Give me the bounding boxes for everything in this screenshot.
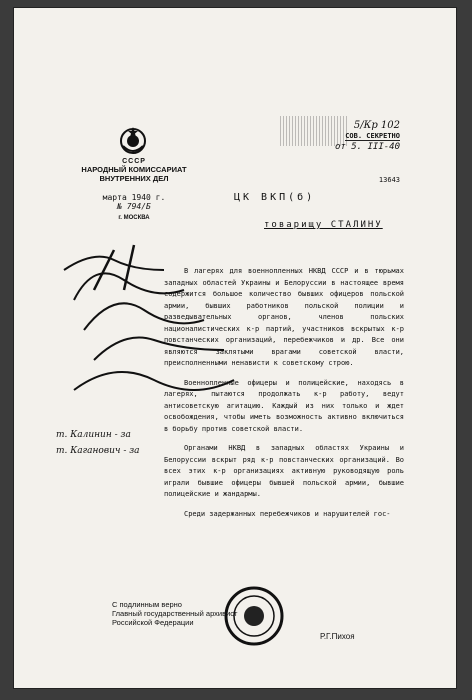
agency-name-line1: НАРОДНЫЙ КОМИССАРИАТ — [81, 165, 187, 174]
body-paragraph: В лагерях для военнопленных НКВД СССР и в тюрьмах западных областей Украины и Белоруссии в настоящее время содержится большое количество бывших офицеров польской армии, бывших работников польской полиции и разведывательных органов, членов польских националистических к-р партий, участников вскрытых к-р повстанческих организаций, перебежчиков и др. Все они являются заклятыми врагами советской власти, преисполненными ненависти к советскому строю. — [164, 267, 404, 367]
secret-date: от 5. III-40 — [334, 142, 400, 152]
document-number: № 794/Б — [117, 202, 151, 211]
signatory-name: Р.Г.Пихоя — [320, 632, 355, 641]
agency-name-line2: ВНУТРЕННИХ ДЕЛ — [99, 174, 169, 183]
body-paragraph: Органами НКВД в западных областях Украины и Белоруссии вскрыт ряд к-р повстанческих организаций. Во всех этих к-р организациях активную руководящую роль играли бывшие офицеры бывшей польской армии, бывшие полицейские и жандармы. — [164, 444, 404, 498]
date-year: 1940 г. — [131, 193, 166, 202]
date-month: марта — [102, 193, 127, 202]
reference-number: 13643 — [378, 176, 400, 184]
margin-note-kaganovich: т. Каганович - за — [56, 446, 140, 456]
certification-block — [112, 600, 242, 627]
body-paragraph: Среди задержанных перебежчиков и нарушителей гос- — [184, 509, 391, 518]
letterhead — [54, 158, 214, 221]
body-paragraph: Военнопленные офицеры и полицейские, находясь в лагерях, пытаются продолжать к-р работу, ведут антисоветскую агитацию. Каждый из них только и ждет освобождения, чтобы иметь возможность активно включиться в борьбу против советской власти. — [164, 378, 404, 433]
document-page — [14, 8, 456, 688]
addressee: ЦК ВКП(б) — [234, 192, 316, 203]
secret-stamp: СОВ. СЕКРЕТНО — [345, 132, 400, 140]
ussr-emblem-icon — [118, 126, 148, 156]
salutation: товарищу СТАЛИНУ — [264, 220, 383, 230]
city-label: г. МОСКВА — [118, 215, 150, 221]
certification-line: Главный государственный архивист — [112, 609, 238, 618]
letter-body — [164, 266, 404, 528]
country-label: СССР — [122, 158, 146, 165]
document-date — [54, 193, 214, 202]
secret-handwritten-ref: 5/Кр 102 — [353, 120, 400, 131]
certification-line: Российской Федерации — [112, 618, 194, 627]
margin-note-kalinin: т. Калинин - за — [56, 430, 131, 440]
certification-line: С подлинным верно — [112, 600, 182, 609]
